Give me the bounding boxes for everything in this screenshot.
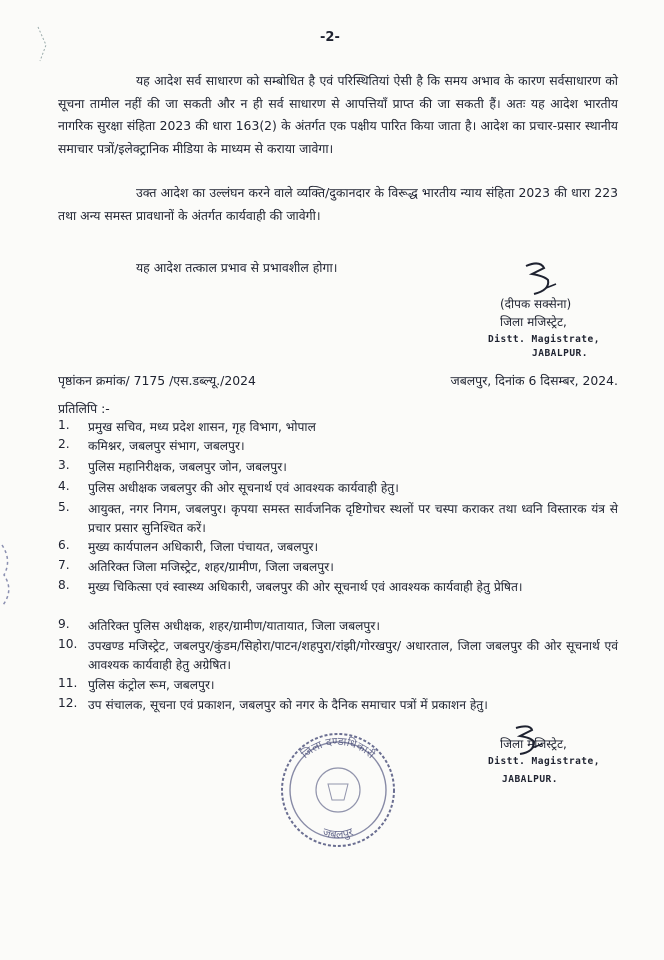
signature-block-top	[488, 295, 600, 363]
signatory-name: (दीपक सक्सेना)	[500, 297, 572, 311]
signatory-stamp-line2: JABALPUR.	[532, 348, 588, 359]
bottom-stamp-line1: Distt. Magistrate,	[488, 756, 600, 767]
endorsement-number: पृष्ठांकन क्रमांक/ 7175 /एस.डब्ल्यू./2024	[58, 373, 256, 388]
signatory-stamp-line1: Distt. Magistrate,	[488, 334, 600, 345]
signature-block-bottom	[488, 735, 600, 789]
page-number: -2-	[320, 30, 340, 45]
signatory-designation: जिला मजिस्ट्रेट,	[500, 315, 567, 329]
copy-heading: प्रतिलिपि :-	[58, 401, 110, 416]
corner-mark	[30, 25, 60, 65]
paragraph-order-scope: यह आदेश सर्व साधारण को सम्बोधित है एवं परिस्थितियां ऐसी है कि समय अभाव के कारण सर्वसाधारण को सूचना तामील नहीं की जा सकती और न ही सर्व साधारण से आपत्तियॉं प्राप्त की जा सकती हैं। अतः यह आदेश भारतीय नागरिक सुरक्षा संहिता 2023 की धारा 163(2) के अंतर्गत एक पक्षीय पारित किया जाता है। आदेश का प्रचार-प्रसार स्थानीय समाचार पत्रों/इलेक्ट्रानिक मीडिया के माध्यम से कराया जावेगा।	[58, 73, 618, 156]
bottom-designation: जिला मजिस्ट्रेट,	[500, 737, 567, 751]
paragraph-effective: यह आदेश तत्काल प्रभाव से प्रभावशील होगा।	[136, 260, 338, 275]
seal-bottom-text: जबलपुर	[321, 825, 355, 842]
document-page: -2- यह आदेश सर्व साधारण को सम्बोधित है एवं परिस्थितियां ऐसी है कि समय अभाव के कारण सर्वसाधारण को सूचना तामील नहीं की जा सकती और न ही सर्व साधारण से आपत्तियॉं प्राप्त की जा सकती हैं। अतः यह आदेश भारतीय नागरिक सुरक्षा संहिता 2023 की धारा 163(2) के अंतर्गत एक पक्षीय पारित किया जाता है। आदेश का प्रचार-प्रसार स्थानीय समाचार पत्रों/इलेक्ट्रानिक मीडिया के माध्यम से कराया जावेगा। उक्त आदेश का उल्लंघन करने वाले व्यक्ति/दुकानदार के विरूद्ध भारतीय न्याय संहिता 2023 की धारा 223 तथा अन्य समस्त प्रावधानों के अंतर्गत कार्यवाही की जावेगी। यह आदेश तत्काल प्रभाव से प्रभावशील होगा। (दीपक सक्सेना) जिला मजिस्ट्रेट, Distt. Magistrate, JABALPUR. पृष्ठांकन क्रमांक/ 7175 /एस.डब्ल्यू./2024 जबलपुर, दिनांक 6 दिसम्बर, 2024. प्रतिलिपि :- 1. प्रमुख सचिव, मध्य प्रदेश शासन, गृह विभाग, भोपाल 2. कमिश्नर, जबलपुर संभाग, जबलपुर। 3. पुलिस महानिरीक्षक, जबलपुर जोन, जबलपुर। 4. पुलिस अधीक्षक जबलपुर की ओर सूचनार्थ एवं आवश्यक कार्यवाही हेतु। 5. आयुक्त, नगर निगम, जबलपुर। कृपया समस्त सार्वजनिक दृष्टिगोचर स्थलों पर चस्पा कराकर तथा ध्वनि विस्तारक यंत्र से प्रचार प्रसार सुनिश्चित करें। 6. मुख्य कार्यपालन अधिकारी, जिला पंचायत, जबलपुर। 7. अतिरिक्त जिला मजिस्ट्रेट, शहर/ग्रामीण, जिला जबलपुर। 8. मुख्य चिकित्सा एवं स्वास्थ्य अधिकारी, जबलपुर की ओर सूचनार्थ एवं आवश्यक कार्यवाही हेतु प्रेषित। 9. अतिरिक्त पुलिस अधीक्षक, शहर/ग्रामीण/यातायात, जिला जबलपुर। 10. उपखण्ड मजिस्ट्रेट, जबलपुर/कुंडम/सिहोरा/पाटन/शहपुरा/रांझी/गोरखपुर/ अधारताल, जिला जबलपुर की ओर सूचनार्थ एवं आवश्यक कार्यवाही हेतु अग्रेषित। 11. पुलिस कंट्रोल रूम, जबलपुर। 12. उप संचालक, सूचना एवं प्रकाशन, जबलपुर को नगर के दैनिक समाचार पत्रों में प्रकाशन हेतु। जिला दण्डाधिकारी जबलपुर जिला मजिस्ट्रेट, Distt. Magistrate, JABALPUR.	[0, 0, 664, 960]
official-seal	[258, 728, 418, 848]
endorsement-date: जबलपुर, दिनांक 6 दिसम्बर, 2024.	[450, 373, 618, 388]
signature-scribble-top	[520, 258, 560, 298]
bottom-stamp-line2: JABALPUR.	[502, 774, 558, 785]
seal-top-text: जिला दण्डाधिकारी	[298, 734, 378, 762]
paragraph-violation: उक्त आदेश का उल्लंघन करने वाले व्यक्ति/दुकानदार के विरूद्ध भारतीय न्याय संहिता 2023 की धारा 223 तथा अन्य समस्त प्रावधानों के अंतर्गत कार्यवाही की जावेगी।	[58, 185, 618, 223]
edge-mark	[0, 540, 20, 610]
